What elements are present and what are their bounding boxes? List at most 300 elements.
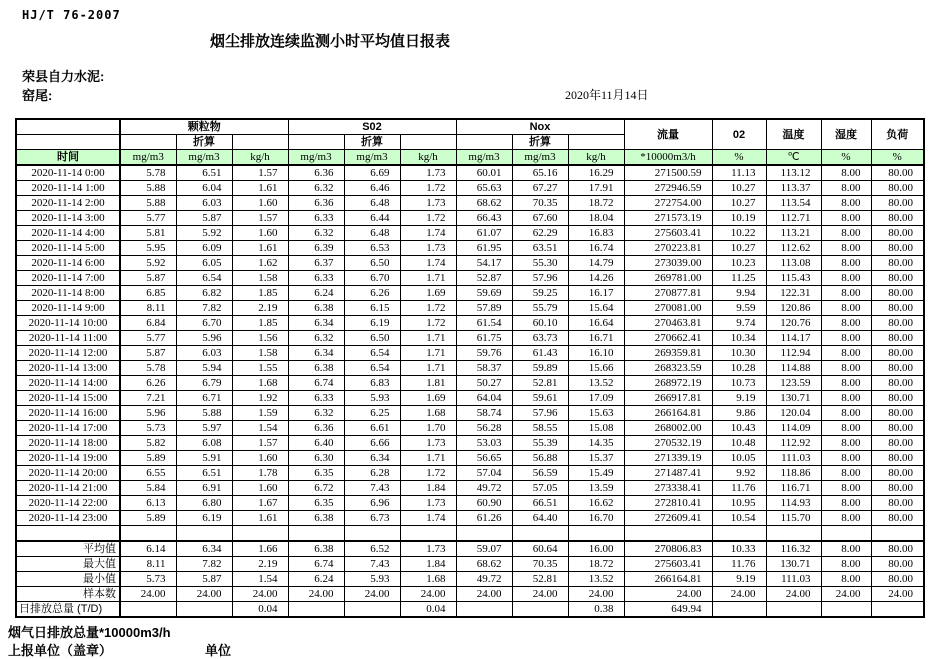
value-cell: 80.00 [871, 331, 924, 346]
table-row [16, 286, 924, 301]
value-cell: 1.84 [400, 557, 456, 572]
value-cell: 10.27 [712, 241, 766, 256]
value-cell: 80.00 [871, 346, 924, 361]
table-row [16, 511, 924, 526]
value-cell: 1.73 [400, 496, 456, 511]
value-cell: 1.60 [232, 196, 288, 211]
value-cell: 65.16 [512, 165, 568, 181]
value-cell: 80.00 [871, 496, 924, 511]
value-cell: 16.17 [568, 286, 624, 301]
value-cell: 6.38 [288, 301, 344, 316]
value-cell: 0.04 [232, 602, 288, 618]
corner-cell [16, 119, 120, 135]
value-cell: 1.92 [232, 391, 288, 406]
value-cell [821, 526, 871, 542]
value-cell: 112.62 [766, 241, 821, 256]
value-cell: 55.39 [512, 436, 568, 451]
value-cell: 649.94 [624, 602, 712, 618]
value-cell [821, 602, 871, 618]
value-cell: 80.00 [871, 421, 924, 436]
time-cell: 2020-11-14 19:00 [16, 451, 120, 466]
unit-cell: mg/m3 [512, 150, 568, 166]
value-cell: 80.00 [871, 301, 924, 316]
value-cell: 24.00 [288, 587, 344, 602]
unit-cell: kg/h [400, 150, 456, 166]
value-cell: 8.00 [821, 241, 871, 256]
table-row [16, 331, 924, 346]
value-cell: 272946.59 [624, 181, 712, 196]
value-cell: 6.71 [176, 391, 232, 406]
value-cell: 10.43 [712, 421, 766, 436]
value-cell: 13.52 [568, 572, 624, 587]
header-o2: 02 [712, 119, 766, 150]
value-cell: 1.57 [232, 165, 288, 181]
value-cell: 24.00 [568, 587, 624, 602]
value-cell: 5.87 [176, 211, 232, 226]
value-cell: 24.00 [766, 587, 821, 602]
value-cell: 1.74 [400, 511, 456, 526]
unit-cell: mg/m3 [344, 150, 400, 166]
value-cell: 5.96 [176, 331, 232, 346]
value-cell: 1.74 [400, 226, 456, 241]
summary-label: 样本数 [16, 587, 120, 602]
value-cell: 10.22 [712, 226, 766, 241]
value-cell: 1.68 [232, 376, 288, 391]
value-cell: 6.50 [344, 256, 400, 271]
value-cell: 1.71 [400, 346, 456, 361]
value-cell: 266164.81 [624, 572, 712, 587]
time-cell: 2020-11-14 20:00 [16, 466, 120, 481]
value-cell: 8.00 [821, 361, 871, 376]
value-cell: 80.00 [871, 481, 924, 496]
value-cell: 80.00 [871, 376, 924, 391]
value-cell: 6.50 [344, 331, 400, 346]
value-cell: 24.00 [232, 587, 288, 602]
value-cell: 1.54 [232, 421, 288, 436]
value-cell: 6.54 [344, 346, 400, 361]
value-cell: 24.00 [456, 587, 512, 602]
value-cell: 6.33 [288, 271, 344, 286]
table-row [16, 165, 924, 181]
value-cell: 1.61 [232, 511, 288, 526]
value-cell: 271487.41 [624, 466, 712, 481]
value-cell: 6.04 [176, 181, 232, 196]
value-cell: 56.28 [456, 421, 512, 436]
value-cell: 122.31 [766, 286, 821, 301]
time-header: 时间 [16, 150, 120, 166]
summary-row [16, 557, 924, 572]
standard-code: HJ/T 76-2007 [22, 8, 121, 22]
value-cell: 6.26 [344, 286, 400, 301]
value-cell: 24.00 [821, 587, 871, 602]
unit-cell: % [871, 150, 924, 166]
value-cell: 6.34 [288, 316, 344, 331]
unit-cell: % [712, 150, 766, 166]
time-cell: 2020-11-14 9:00 [16, 301, 120, 316]
value-cell: 9.74 [712, 316, 766, 331]
value-cell: 6.34 [344, 451, 400, 466]
value-cell: 1.72 [400, 181, 456, 196]
table-row [16, 346, 924, 361]
monitoring-data-table [15, 118, 925, 618]
time-cell: 2020-11-14 21:00 [16, 481, 120, 496]
value-cell: 6.55 [120, 466, 176, 481]
value-cell: 62.29 [512, 226, 568, 241]
value-cell: 120.04 [766, 406, 821, 421]
value-cell: 5.89 [120, 451, 176, 466]
value-cell: 1.69 [400, 286, 456, 301]
value-cell: 61.07 [456, 226, 512, 241]
value-cell: 5.96 [120, 406, 176, 421]
table-body [16, 165, 924, 617]
value-cell: 114.17 [766, 331, 821, 346]
value-cell: 7.82 [176, 557, 232, 572]
value-cell: 6.38 [288, 541, 344, 557]
value-cell: 66.51 [512, 496, 568, 511]
value-cell: 1.58 [232, 271, 288, 286]
table-row [16, 361, 924, 376]
group-header-row [16, 119, 924, 135]
value-cell: 6.32 [288, 406, 344, 421]
table-row [16, 181, 924, 196]
value-cell: 1.73 [400, 541, 456, 557]
value-cell: 6.08 [176, 436, 232, 451]
value-cell: 65.63 [456, 181, 512, 196]
value-cell: 6.24 [288, 572, 344, 587]
value-cell: 16.10 [568, 346, 624, 361]
value-cell: 1.61 [232, 241, 288, 256]
header-load: 负荷 [871, 119, 924, 150]
value-cell: 270081.00 [624, 301, 712, 316]
value-cell: 59.69 [456, 286, 512, 301]
value-cell: 8.00 [821, 391, 871, 406]
value-cell: 5.93 [344, 391, 400, 406]
value-cell: 57.05 [512, 481, 568, 496]
value-cell: 6.69 [344, 165, 400, 181]
value-cell: 6.74 [288, 557, 344, 572]
value-cell: 67.60 [512, 211, 568, 226]
value-cell: 6.91 [176, 481, 232, 496]
value-cell: 272810.41 [624, 496, 712, 511]
value-cell: 10.34 [712, 331, 766, 346]
value-cell: 61.26 [456, 511, 512, 526]
value-cell: 113.54 [766, 196, 821, 211]
value-cell: 6.52 [344, 541, 400, 557]
value-cell: 113.21 [766, 226, 821, 241]
value-cell: 6.85 [120, 286, 176, 301]
time-cell: 2020-11-14 16:00 [16, 406, 120, 421]
time-cell: 2020-11-14 0:00 [16, 165, 120, 181]
value-cell: 7.43 [344, 481, 400, 496]
value-cell: 123.59 [766, 376, 821, 391]
value-cell: 5.78 [120, 165, 176, 181]
value-cell [176, 602, 232, 618]
value-cell: 273039.00 [624, 256, 712, 271]
value-cell: 6.70 [176, 316, 232, 331]
value-cell: 6.44 [344, 211, 400, 226]
value-cell: 6.54 [344, 361, 400, 376]
value-cell: 271573.19 [624, 211, 712, 226]
group-particulate: 颗粒物 [120, 119, 288, 135]
unit-cell: *10000m3/h [624, 150, 712, 166]
table-row [16, 226, 924, 241]
value-cell [288, 526, 344, 542]
value-cell [120, 526, 176, 542]
value-cell: 8.00 [821, 481, 871, 496]
value-cell: 8.00 [821, 286, 871, 301]
value-cell: 63.73 [512, 331, 568, 346]
value-cell: 67.27 [512, 181, 568, 196]
value-cell: 1.85 [232, 286, 288, 301]
value-cell: 50.27 [456, 376, 512, 391]
value-cell: 80.00 [871, 226, 924, 241]
value-cell: 5.87 [120, 346, 176, 361]
value-cell: 270806.83 [624, 541, 712, 557]
value-cell: 80.00 [871, 572, 924, 587]
value-cell: 16.74 [568, 241, 624, 256]
value-cell: 6.19 [176, 511, 232, 526]
time-cell: 2020-11-14 8:00 [16, 286, 120, 301]
value-cell: 6.83 [344, 376, 400, 391]
value-cell: 68.62 [456, 557, 512, 572]
value-cell: 16.62 [568, 496, 624, 511]
value-cell: 1.71 [400, 331, 456, 346]
value-cell: 52.87 [456, 271, 512, 286]
value-cell: 60.01 [456, 165, 512, 181]
value-cell: 5.88 [120, 196, 176, 211]
value-cell: 272609.41 [624, 511, 712, 526]
value-cell: 18.72 [568, 557, 624, 572]
value-cell: 80.00 [871, 406, 924, 421]
value-cell: 1.60 [232, 226, 288, 241]
table-row [16, 436, 924, 451]
unit-cell: mg/m3 [120, 150, 176, 166]
value-cell: 59.89 [512, 361, 568, 376]
value-cell: 24.00 [712, 587, 766, 602]
time-cell: 2020-11-14 7:00 [16, 271, 120, 286]
value-cell: 56.65 [456, 451, 512, 466]
value-cell: 5.77 [120, 211, 176, 226]
value-cell: 59.25 [512, 286, 568, 301]
value-cell: 6.14 [120, 541, 176, 557]
value-cell: 1.78 [232, 466, 288, 481]
value-cell: 13.59 [568, 481, 624, 496]
value-cell: 9.94 [712, 286, 766, 301]
value-cell: 10.23 [712, 256, 766, 271]
value-cell: 80.00 [871, 241, 924, 256]
spacer-row [16, 526, 924, 542]
value-cell: 1.55 [232, 361, 288, 376]
value-cell [288, 602, 344, 618]
value-cell: 116.32 [766, 541, 821, 557]
value-cell: 80.00 [871, 361, 924, 376]
value-cell: 270532.19 [624, 436, 712, 451]
company-name: 荣县自力水泥: [22, 69, 105, 84]
value-cell: 6.80 [176, 496, 232, 511]
value-cell: 2.19 [232, 301, 288, 316]
summary-row [16, 572, 924, 587]
value-cell: 1.58 [232, 346, 288, 361]
table-row [16, 496, 924, 511]
unit-cell: mg/m3 [288, 150, 344, 166]
value-cell: 1.74 [400, 256, 456, 271]
value-cell: 111.03 [766, 572, 821, 587]
value-cell: 11.25 [712, 271, 766, 286]
value-cell: 80.00 [871, 211, 924, 226]
value-cell: 6.19 [344, 316, 400, 331]
unit-header-row [16, 150, 924, 166]
value-cell: 6.37 [288, 256, 344, 271]
value-cell: 16.00 [568, 541, 624, 557]
value-cell: 1.71 [400, 271, 456, 286]
time-cell: 2020-11-14 4:00 [16, 226, 120, 241]
time-cell: 2020-11-14 14:00 [16, 376, 120, 391]
value-cell: 5.94 [176, 361, 232, 376]
time-cell: 2020-11-14 17:00 [16, 421, 120, 436]
value-cell: 13.52 [568, 376, 624, 391]
unit-cell: % [821, 150, 871, 166]
value-cell [344, 526, 400, 542]
value-cell: 24.00 [871, 587, 924, 602]
value-cell: 1.72 [400, 301, 456, 316]
value-cell [176, 526, 232, 542]
value-cell: 15.64 [568, 301, 624, 316]
value-cell [871, 526, 924, 542]
value-cell: 1.67 [232, 496, 288, 511]
value-cell: 114.09 [766, 421, 821, 436]
value-cell: 6.79 [176, 376, 232, 391]
value-cell: 8.00 [821, 271, 871, 286]
monitoring-point: 窑尾: [22, 88, 53, 103]
value-cell: 80.00 [871, 316, 924, 331]
value-cell: 8.00 [821, 316, 871, 331]
value-cell: 5.78 [120, 361, 176, 376]
value-cell: 6.51 [176, 165, 232, 181]
value-cell: 59.76 [456, 346, 512, 361]
unit-cell: mg/m3 [176, 150, 232, 166]
value-cell: 8.00 [821, 466, 871, 481]
value-cell: 6.48 [344, 226, 400, 241]
time-cell: 2020-11-14 18:00 [16, 436, 120, 451]
time-cell: 2020-11-14 15:00 [16, 391, 120, 406]
value-cell: 113.37 [766, 181, 821, 196]
value-cell: 18.04 [568, 211, 624, 226]
value-cell: 58.55 [512, 421, 568, 436]
value-cell: 8.00 [821, 436, 871, 451]
header-humidity: 湿度 [821, 119, 871, 150]
value-cell: 6.03 [176, 196, 232, 211]
value-cell: 70.35 [512, 557, 568, 572]
table-row [16, 451, 924, 466]
value-cell [568, 526, 624, 542]
value-cell: 80.00 [871, 286, 924, 301]
value-cell: 6.34 [288, 346, 344, 361]
value-cell: 8.00 [821, 165, 871, 181]
value-cell: 64.04 [456, 391, 512, 406]
table-row [16, 211, 924, 226]
value-cell: 5.93 [344, 572, 400, 587]
value-cell: 80.00 [871, 165, 924, 181]
value-cell: 1.54 [232, 572, 288, 587]
value-cell: 6.33 [288, 391, 344, 406]
value-cell: 270463.81 [624, 316, 712, 331]
value-cell: 5.92 [120, 256, 176, 271]
value-cell: 116.71 [766, 481, 821, 496]
table-row [16, 256, 924, 271]
value-cell: 1.59 [232, 406, 288, 421]
value-cell: 61.54 [456, 316, 512, 331]
value-cell: 6.61 [344, 421, 400, 436]
value-cell: 9.19 [712, 391, 766, 406]
value-cell: 271500.59 [624, 165, 712, 181]
group-nox: Nox [456, 119, 624, 135]
value-cell: 114.93 [766, 496, 821, 511]
value-cell: 266917.81 [624, 391, 712, 406]
value-cell: 9.59 [712, 301, 766, 316]
value-cell: 268972.19 [624, 376, 712, 391]
value-cell: 9.19 [712, 572, 766, 587]
value-cell: 113.12 [766, 165, 821, 181]
value-cell: 10.95 [712, 496, 766, 511]
value-cell [512, 526, 568, 542]
value-cell: 6.53 [344, 241, 400, 256]
value-cell [344, 602, 400, 618]
value-cell: 60.64 [512, 541, 568, 557]
value-cell: 54.17 [456, 256, 512, 271]
value-cell: 11.76 [712, 481, 766, 496]
value-cell: 8.00 [821, 541, 871, 557]
value-cell [766, 526, 821, 542]
value-cell: 113.08 [766, 256, 821, 271]
value-cell: 61.95 [456, 241, 512, 256]
time-cell: 2020-11-14 6:00 [16, 256, 120, 271]
value-cell: 6.28 [344, 466, 400, 481]
value-cell: 268323.59 [624, 361, 712, 376]
time-cell: 2020-11-14 2:00 [16, 196, 120, 211]
value-cell: 80.00 [871, 466, 924, 481]
value-cell: 1.57 [232, 436, 288, 451]
value-cell: 5.89 [120, 511, 176, 526]
value-cell: 80.00 [871, 436, 924, 451]
report-date: 2020年11月14日 [565, 88, 649, 102]
value-cell: 6.03 [176, 346, 232, 361]
value-cell: 49.72 [456, 572, 512, 587]
value-cell: 60.10 [512, 316, 568, 331]
converted-label-so2: 折算 [344, 135, 400, 150]
value-cell: 8.00 [821, 406, 871, 421]
unit-cell: ℃ [766, 150, 821, 166]
value-cell: 6.40 [288, 436, 344, 451]
value-cell: 5.92 [176, 226, 232, 241]
value-cell [766, 602, 821, 618]
value-cell: 57.89 [456, 301, 512, 316]
value-cell: 6.48 [344, 196, 400, 211]
value-cell [624, 526, 712, 542]
value-cell: 6.15 [344, 301, 400, 316]
value-cell: 59.07 [456, 541, 512, 557]
value-cell: 7.21 [120, 391, 176, 406]
value-cell: 115.70 [766, 511, 821, 526]
value-cell: 80.00 [871, 511, 924, 526]
time-cell: 2020-11-14 23:00 [16, 511, 120, 526]
value-cell: 58.74 [456, 406, 512, 421]
value-cell: 63.51 [512, 241, 568, 256]
value-cell: 8.00 [821, 301, 871, 316]
value-cell: 1.72 [400, 316, 456, 331]
value-cell: 80.00 [871, 196, 924, 211]
value-cell: 120.76 [766, 316, 821, 331]
value-cell: 6.35 [288, 496, 344, 511]
